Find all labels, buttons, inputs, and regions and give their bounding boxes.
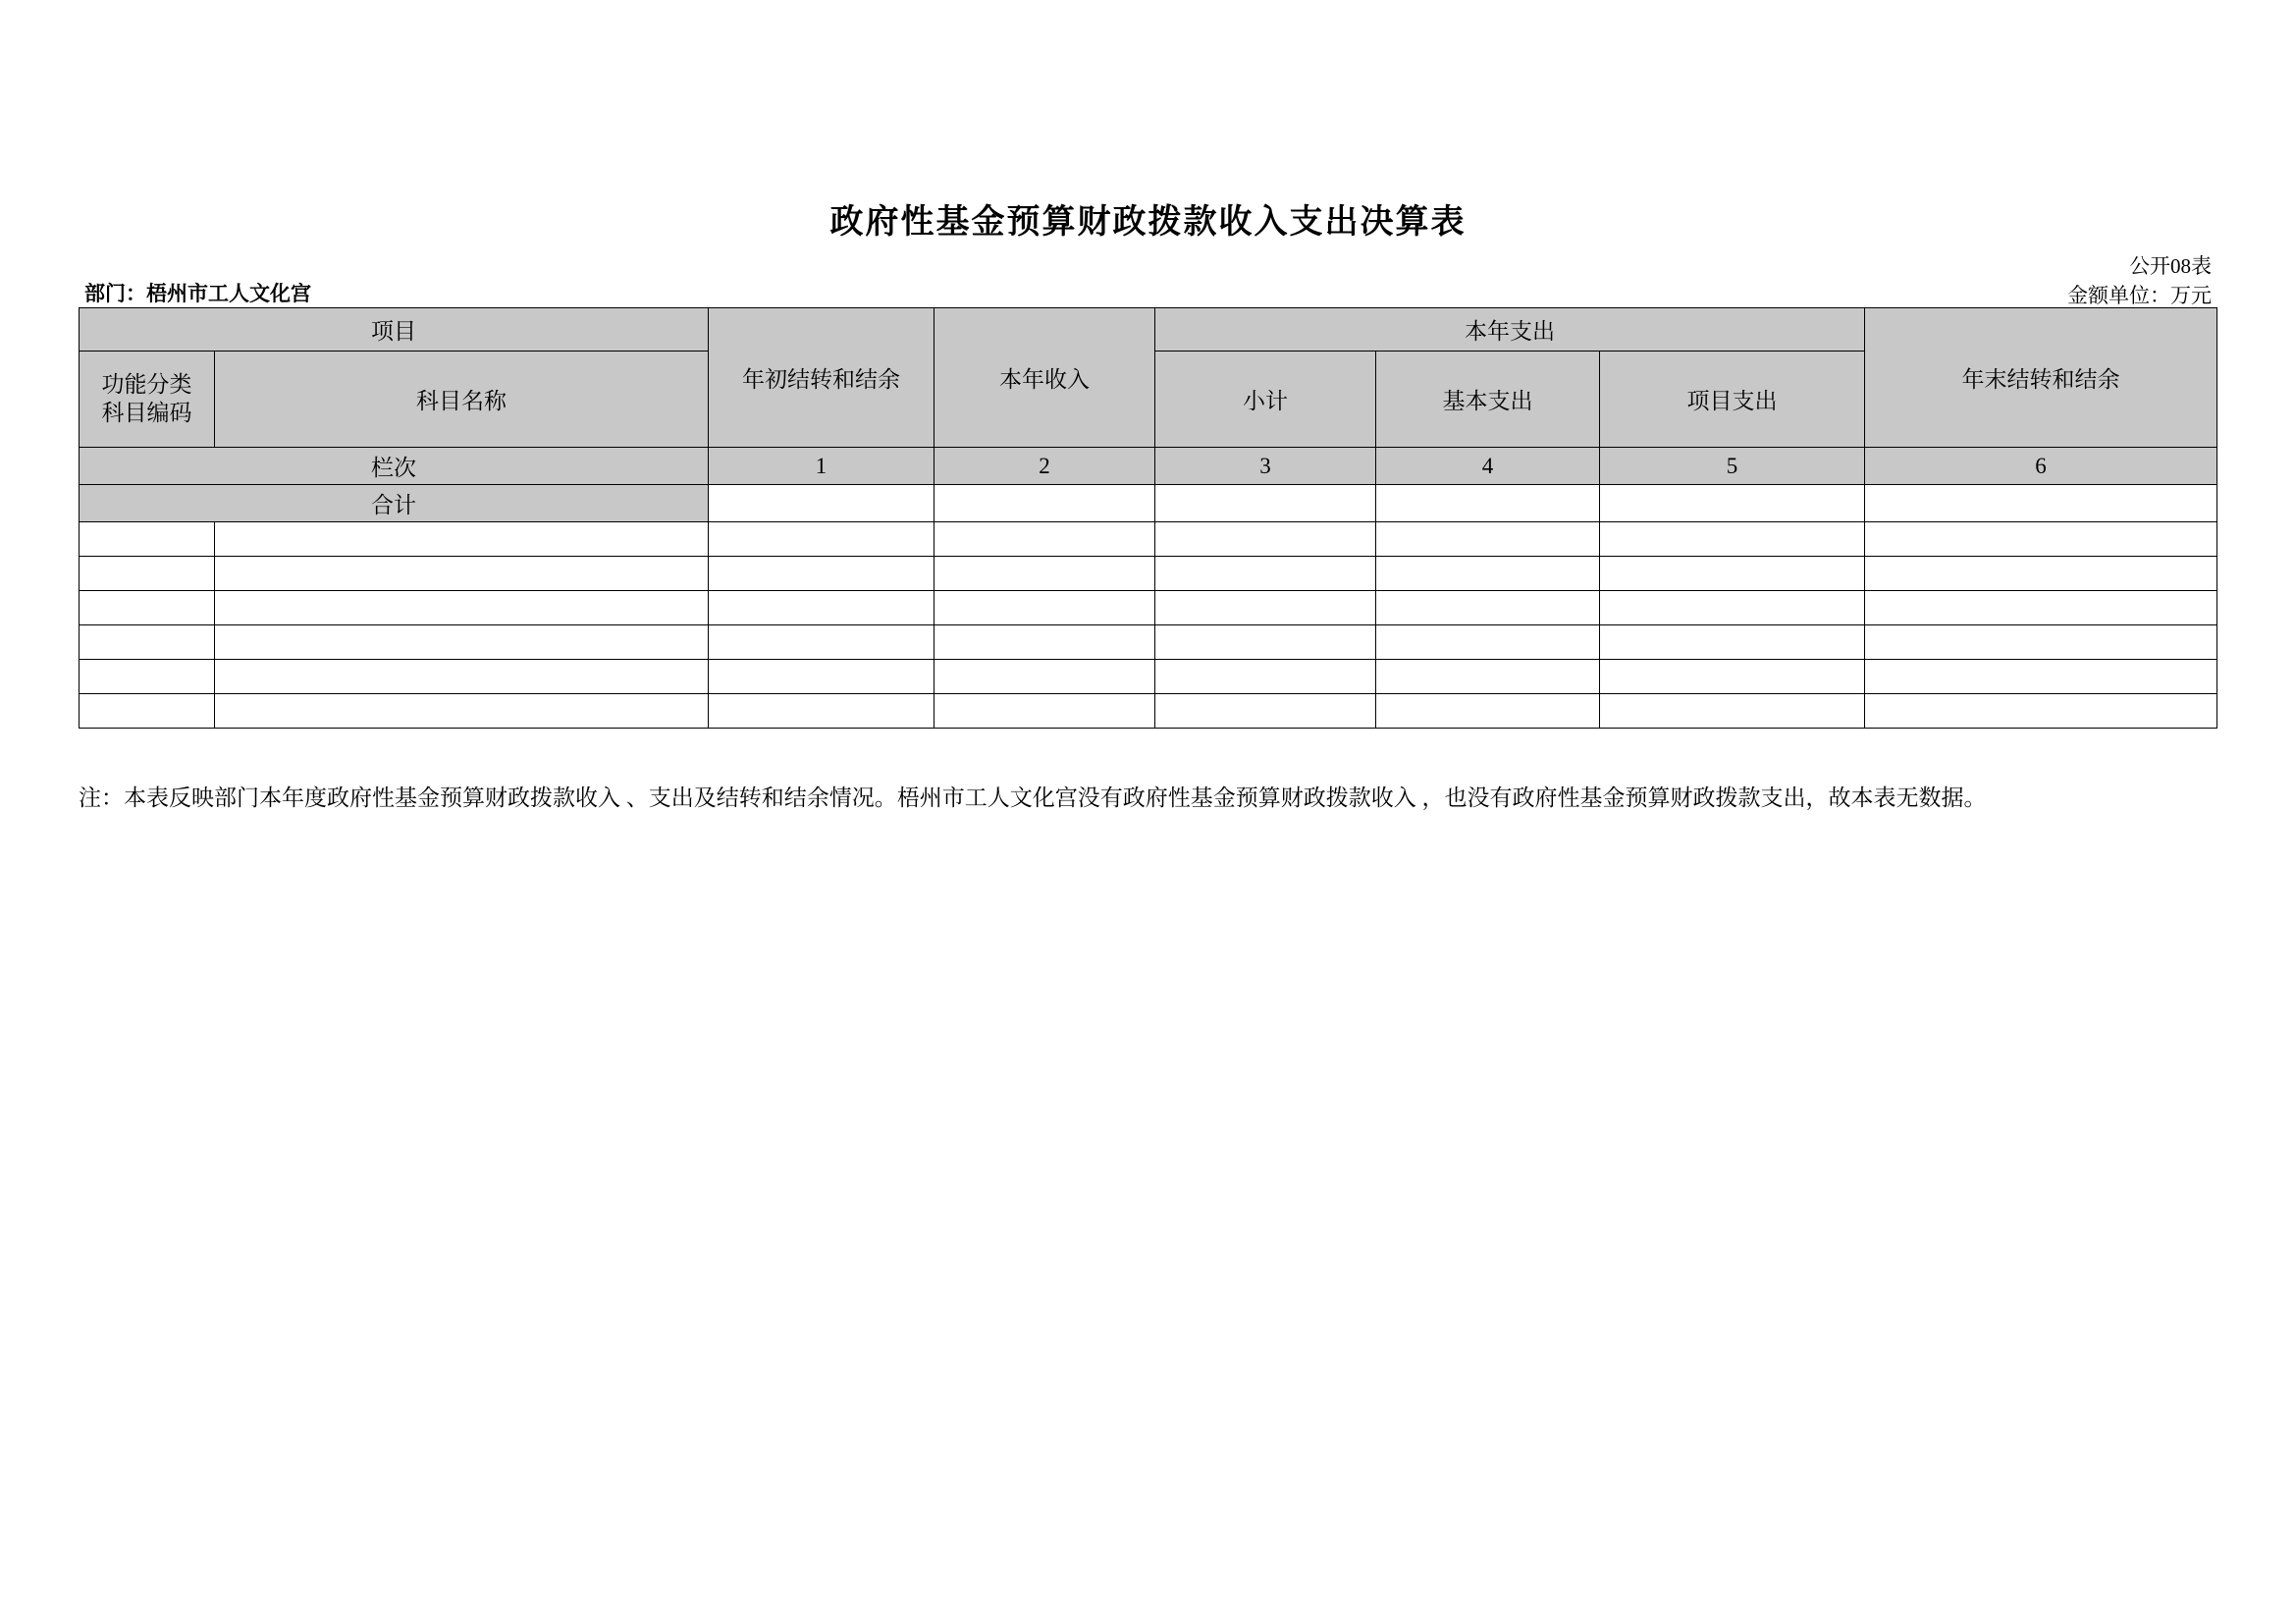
cell-subject-name [215,660,709,694]
total-row-value-6 [1865,485,2217,522]
cell-year-income [934,660,1155,694]
cell-subject-name [215,625,709,660]
table-row [80,591,2217,625]
cell-begin-balance [709,660,934,694]
header-subject-name: 科目名称 [215,352,709,448]
cell-project-expense [1600,591,1865,625]
table-row [80,557,2217,591]
total-row-value-2 [934,485,1155,522]
header-basic-expense: 基本支出 [1376,352,1600,448]
cell-year-income [934,522,1155,557]
cell-year-income [934,694,1155,729]
total-row-label: 合计 [80,485,709,522]
cell-year-income [934,591,1155,625]
total-row-value-4 [1376,485,1600,522]
cell-end-balance [1865,625,2217,660]
cell-begin-balance [709,522,934,557]
cell-subtotal [1155,591,1376,625]
column-index-2: 2 [934,448,1155,485]
table-row [80,694,2217,729]
cell-end-balance [1865,591,2217,625]
header-begin-balance: 年初结转和结余 [709,308,934,448]
cell-end-balance [1865,522,2217,557]
column-index-4: 4 [1376,448,1600,485]
header-function-code-line2: 科目编码 [101,400,192,425]
total-row-value-5 [1600,485,1865,522]
cell-end-balance [1865,694,2217,729]
cell-year-income [934,625,1155,660]
cell-function-code [80,557,215,591]
column-index-1: 1 [709,448,934,485]
header-function-code-line1: 功能分类 [101,371,192,397]
header-group-expense: 本年支出 [1155,308,1865,352]
column-index-row [80,448,2217,485]
header-group-project: 项目 [80,308,709,352]
header-project-expense: 项目支出 [1600,352,1865,448]
amount-unit-label: 金额单位：万元 [2067,284,2212,307]
department-label: 部门：梧州市工人文化宫 [84,282,311,305]
total-row [80,485,2217,522]
total-row-value-3 [1155,485,1376,522]
cell-project-expense [1600,694,1865,729]
cell-subtotal [1155,557,1376,591]
cell-basic-expense [1376,660,1600,694]
cell-project-expense [1600,660,1865,694]
table-row [80,660,2217,694]
cell-begin-balance [709,591,934,625]
cell-subtotal [1155,660,1376,694]
budget-table [79,307,2217,729]
header-year-income: 本年收入 [934,308,1155,448]
cell-function-code [80,591,215,625]
cell-project-expense [1600,625,1865,660]
cell-year-income [934,557,1155,591]
column-index-6: 6 [1865,448,2217,485]
cell-end-balance [1865,557,2217,591]
cell-basic-expense [1376,591,1600,625]
header-subtotal: 小计 [1155,352,1376,448]
cell-subject-name [215,591,709,625]
cell-subject-name [215,522,709,557]
cell-subject-name [215,557,709,591]
cell-subject-name [215,694,709,729]
column-index-label: 栏次 [80,448,709,485]
header-end-balance: 年末结转和结余 [1865,308,2217,448]
column-index-3: 3 [1155,448,1376,485]
cell-basic-expense [1376,522,1600,557]
form-number: 公开08表 [2129,254,2212,278]
cell-subtotal [1155,694,1376,729]
cell-end-balance [1865,660,2217,694]
cell-function-code [80,522,215,557]
cell-subtotal [1155,522,1376,557]
cell-subtotal [1155,625,1376,660]
cell-function-code [80,660,215,694]
total-row-value-1 [709,485,934,522]
header-function-code [80,352,215,448]
cell-project-expense [1600,557,1865,591]
cell-function-code [80,625,215,660]
cell-function-code [80,694,215,729]
cell-basic-expense [1376,557,1600,591]
column-index-5: 5 [1600,448,1865,485]
cell-project-expense [1600,522,1865,557]
cell-begin-balance [709,557,934,591]
table-row [80,522,2217,557]
page-title: 政府性基金预算财政拨款收入支出决算表 [829,204,1467,241]
table-row [80,625,2217,660]
cell-basic-expense [1376,625,1600,660]
cell-begin-balance [709,625,934,660]
cell-begin-balance [709,694,934,729]
table-header-row-1 [80,308,2217,352]
cell-basic-expense [1376,694,1600,729]
table-footnote: 注：本表反映部门本年度政府性基金预算财政拨款收入 、支出及结转和结余情况。梧州市工人文化宫没有政府性基金预算财政拨款收入 ，也没有政府性基金预算财政拨款支出，故本表无数据。 [79,785,1987,810]
